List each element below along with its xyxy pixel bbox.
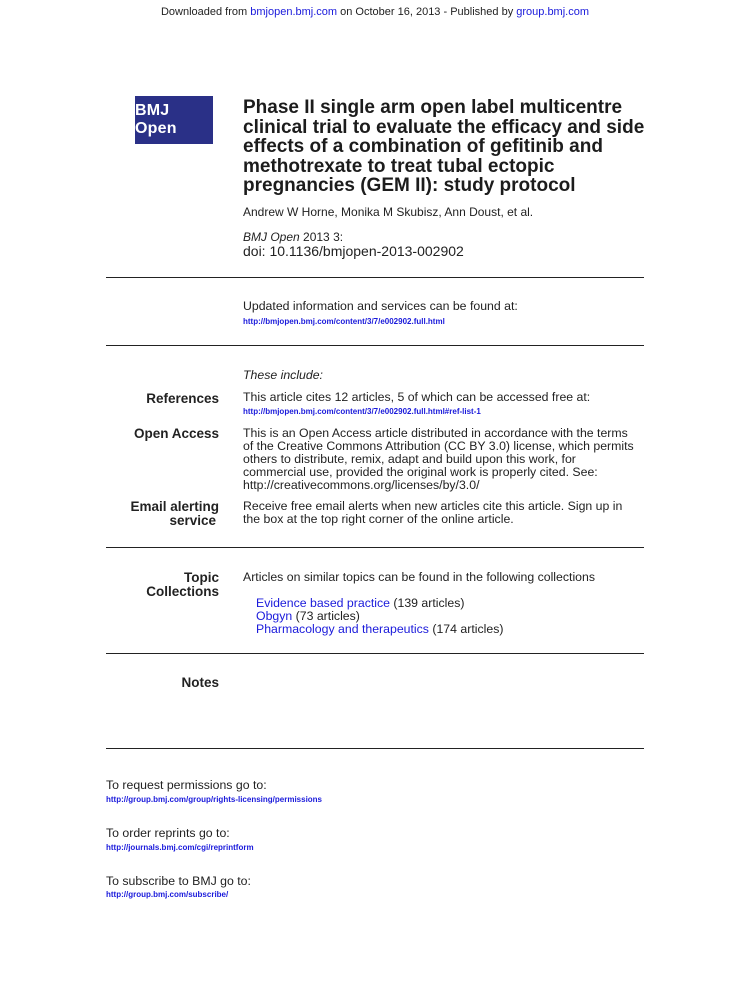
subscribe-text: To subscribe to BMJ go to: <box>106 874 251 888</box>
updated-info-text: Updated information and services can be found at: <box>243 299 518 313</box>
download-banner <box>0 6 750 18</box>
journal-citation <box>243 230 343 244</box>
email-alerting-line: the box at the top right corner of the online article. <box>243 512 514 526</box>
references-text: This article cites 12 articles, 5 of which can be accessed free at: <box>243 390 591 404</box>
permissions-link[interactable]: http://group.bmj.com/group/rights-licensing/permissions <box>106 795 323 804</box>
divider <box>106 653 644 654</box>
topic-collections-label-line: Topic <box>184 570 219 585</box>
open-access-line: others to distribute, remix, adapt and build upon this work, for <box>243 452 576 466</box>
divider <box>106 345 644 346</box>
topic-collections-intro: Articles on similar topics can be found in the following collections <box>243 570 596 584</box>
collection-count: (174 articles) <box>428 622 504 636</box>
references-label: References <box>146 391 219 406</box>
collection-count: (139 articles) <box>389 596 465 610</box>
article-title <box>243 98 663 196</box>
email-alerting-label <box>99 500 219 528</box>
bmjopen-site-link[interactable]: bmjopen.bmj.com <box>250 6 338 18</box>
subscribe-link[interactable]: http://group.bmj.com/subscribe/ <box>106 890 229 899</box>
journal-name: BMJ Open <box>243 230 300 244</box>
collection-link-obgyn[interactable]: Obgyn <box>256 609 293 623</box>
collection-item <box>256 622 503 636</box>
collection-item <box>256 596 464 610</box>
title-line: clinical trial to evaluate the efficacy and side <box>243 116 645 138</box>
title-line: methotrexate to treat tubal ectopic <box>243 155 555 177</box>
banner-prefix: Downloaded from <box>160 6 251 18</box>
article-authors: Andrew W Horne, Monika M Skubisz, Ann Doust, et al. <box>243 205 534 219</box>
bmj-open-logo <box>135 96 213 144</box>
year-volume: 2013 3: <box>299 230 344 244</box>
logo-text: BMJ Open <box>135 102 177 137</box>
collection-link-pharmacology[interactable]: Pharmacology and therapeutics <box>256 622 429 636</box>
notes-label: Notes <box>181 675 219 690</box>
title-line: Phase II single arm open label multicentre <box>243 97 623 118</box>
email-alerting-label-line: Email alerting <box>130 499 219 514</box>
open-access-line: http://creativecommons.org/licenses/by/3.0/ <box>243 478 480 492</box>
divider <box>106 547 644 548</box>
banner-middle: on October 16, 2013 - Published by <box>337 6 517 18</box>
open-access-line: of the Creative Commons Attribution (CC BY 3.0) license, which permits <box>243 439 634 453</box>
open-access-label: Open Access <box>133 426 219 441</box>
collection-item <box>256 609 360 623</box>
reference-list-link[interactable]: http://bmjopen.bmj.com/content/3/7/e002902.full.html#ref-list-1 <box>243 407 481 416</box>
article-doi: doi: 10.1136/bmjopen-2013-002902 <box>243 243 464 259</box>
email-alerting-text <box>243 500 622 526</box>
group-site-link[interactable]: group.bmj.com <box>516 6 590 18</box>
title-line: effects of a combination of gefitinib and <box>243 136 603 157</box>
collection-link-evidence-based-practice[interactable]: Evidence based practice <box>256 596 390 610</box>
open-access-line: This is an Open Access article distributed in accordance with the terms <box>243 426 628 440</box>
title-line: pregnancies (GEM II): study protocol <box>243 175 576 196</box>
these-include-heading: These include: <box>243 368 323 382</box>
email-alerting-label-line: service <box>169 513 216 528</box>
full-text-link[interactable]: http://bmjopen.bmj.com/content/3/7/e002902.full.html <box>243 317 445 326</box>
reprints-link[interactable]: http://journals.bmj.com/cgi/reprintform <box>106 843 254 852</box>
topic-collections-label-line: Collections <box>146 584 219 599</box>
permissions-text: To request permissions go to: <box>106 778 267 792</box>
open-access-text <box>243 427 634 492</box>
topic-collections-label <box>99 571 219 599</box>
email-alerting-line: Receive free email alerts when new articles cite this article. Sign up in <box>243 499 623 513</box>
reprints-text: To order reprints go to: <box>106 826 230 840</box>
open-access-line: commercial use, provided the original work is properly cited. See: <box>243 465 598 479</box>
divider <box>106 277 644 278</box>
collection-count: (73 articles) <box>292 609 360 623</box>
divider <box>106 748 644 749</box>
